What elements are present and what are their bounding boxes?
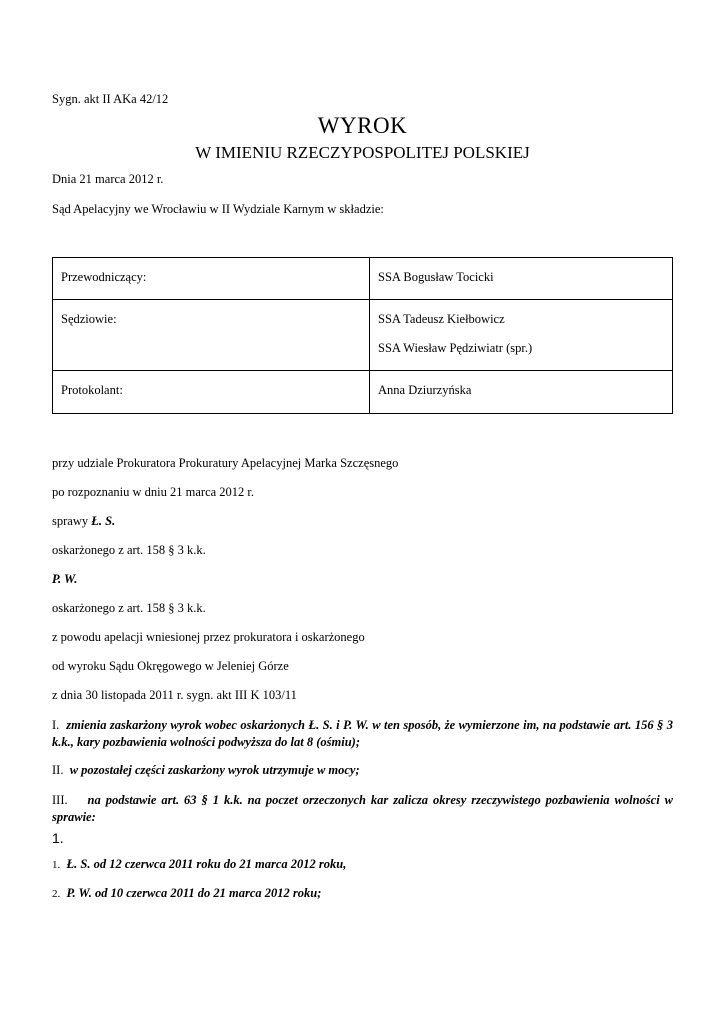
document-subtitle: W IMIENIU RZECZYPOSPOLITEJ POLSKIEJ: [195, 143, 530, 162]
table-row: [53, 258, 673, 300]
court-composition-table: [52, 257, 673, 414]
ruling-1-number: I.: [52, 718, 60, 732]
judges-label: Sędziowie:: [53, 300, 370, 371]
list-marker: 1.: [52, 830, 64, 846]
table-row: [53, 300, 673, 371]
case-prefix: sprawy: [52, 514, 92, 528]
charge-1: oskarżonego z art. 158 § 3 k.k.: [52, 543, 206, 557]
judge-2: SSA Wiesław Pędziwiatr (spr.): [378, 341, 533, 355]
prosecutor-line: przy udziale Prokuratora Prokuratury Apelacyjnej Marka Szczęsnego: [52, 456, 399, 470]
ruling-2-text: w pozostałej części zaskarżony wyrok utrzymuje w mocy;: [69, 763, 360, 777]
ruling-2: [52, 763, 360, 778]
credit-item-1-number: 1.: [52, 859, 61, 871]
charge-2: oskarżonego z art. 158 § 3 k.k.: [52, 601, 206, 615]
case-signature: Sygn. akt II AKa 42/12: [52, 92, 169, 106]
credit-item-2: [52, 886, 321, 901]
defendant-2: P. W.: [52, 572, 78, 586]
judgment-from-line: od wyroku Sądu Okręgowego w Jeleniej Górze: [52, 659, 289, 673]
judgment-date-line: z dnia 30 listopada 2011 r. sygn. akt III K 103/11: [52, 688, 297, 702]
presiding-label: Przewodniczący:: [53, 258, 370, 300]
credit-item-2-number: 2.: [52, 888, 61, 900]
ruling-1-text: zmienia zaskarżony wyrok wobec oskarżonych Ł. S. i P. W. w ten sposób, że wymierzone im, na podstawie art. 156 § 3 k.k., kary pozbawienia wolności podwyższa do lat 8 (ośmiu);: [52, 718, 674, 749]
document-title: WYROK: [317, 113, 408, 138]
presiding-value: SSA Bogusław Tocicki: [370, 258, 673, 300]
clerk-label: Protokolant:: [53, 371, 370, 414]
court-name: Sąd Apelacyjny we Wrocławiu w II Wydziale Karnym w składzie:: [52, 202, 384, 216]
appeal-line: z powodu apelacji wniesionej przez prokuratora i oskarżonego: [52, 630, 365, 644]
ruling-1: [52, 717, 673, 751]
table-row: [53, 371, 673, 414]
defendant-1: Ł. S.: [91, 514, 116, 528]
clerk-value: Anna Dziurzyńska: [370, 371, 673, 414]
credit-item-1: [52, 857, 346, 872]
judges-value: [370, 300, 673, 371]
hearing-line: po rozpoznaniu w dniu 21 marca 2012 r.: [52, 485, 255, 499]
judge-1: SSA Tadeusz Kiełbowicz: [378, 312, 505, 326]
credit-item-2-text: P. W. od 10 czerwca 2011 do 21 marca 2012 roku;: [66, 886, 322, 900]
credit-item-1-text: Ł. S. od 12 czerwca 2011 roku do 21 marca 2012 roku,: [66, 857, 347, 871]
ruling-3-text: na podstawie art. 63 § 1 k.k. na poczet orzeczonych kar zalicza okresy rzeczywistego pozbawienia wolności w sprawie:: [52, 793, 673, 824]
case-line: [52, 514, 115, 529]
judgment-date: Dnia 21 marca 2012 r.: [52, 172, 164, 186]
ruling-2-number: II.: [52, 763, 64, 777]
ruling-3-number: III.: [52, 793, 68, 807]
ruling-3: [52, 792, 673, 826]
